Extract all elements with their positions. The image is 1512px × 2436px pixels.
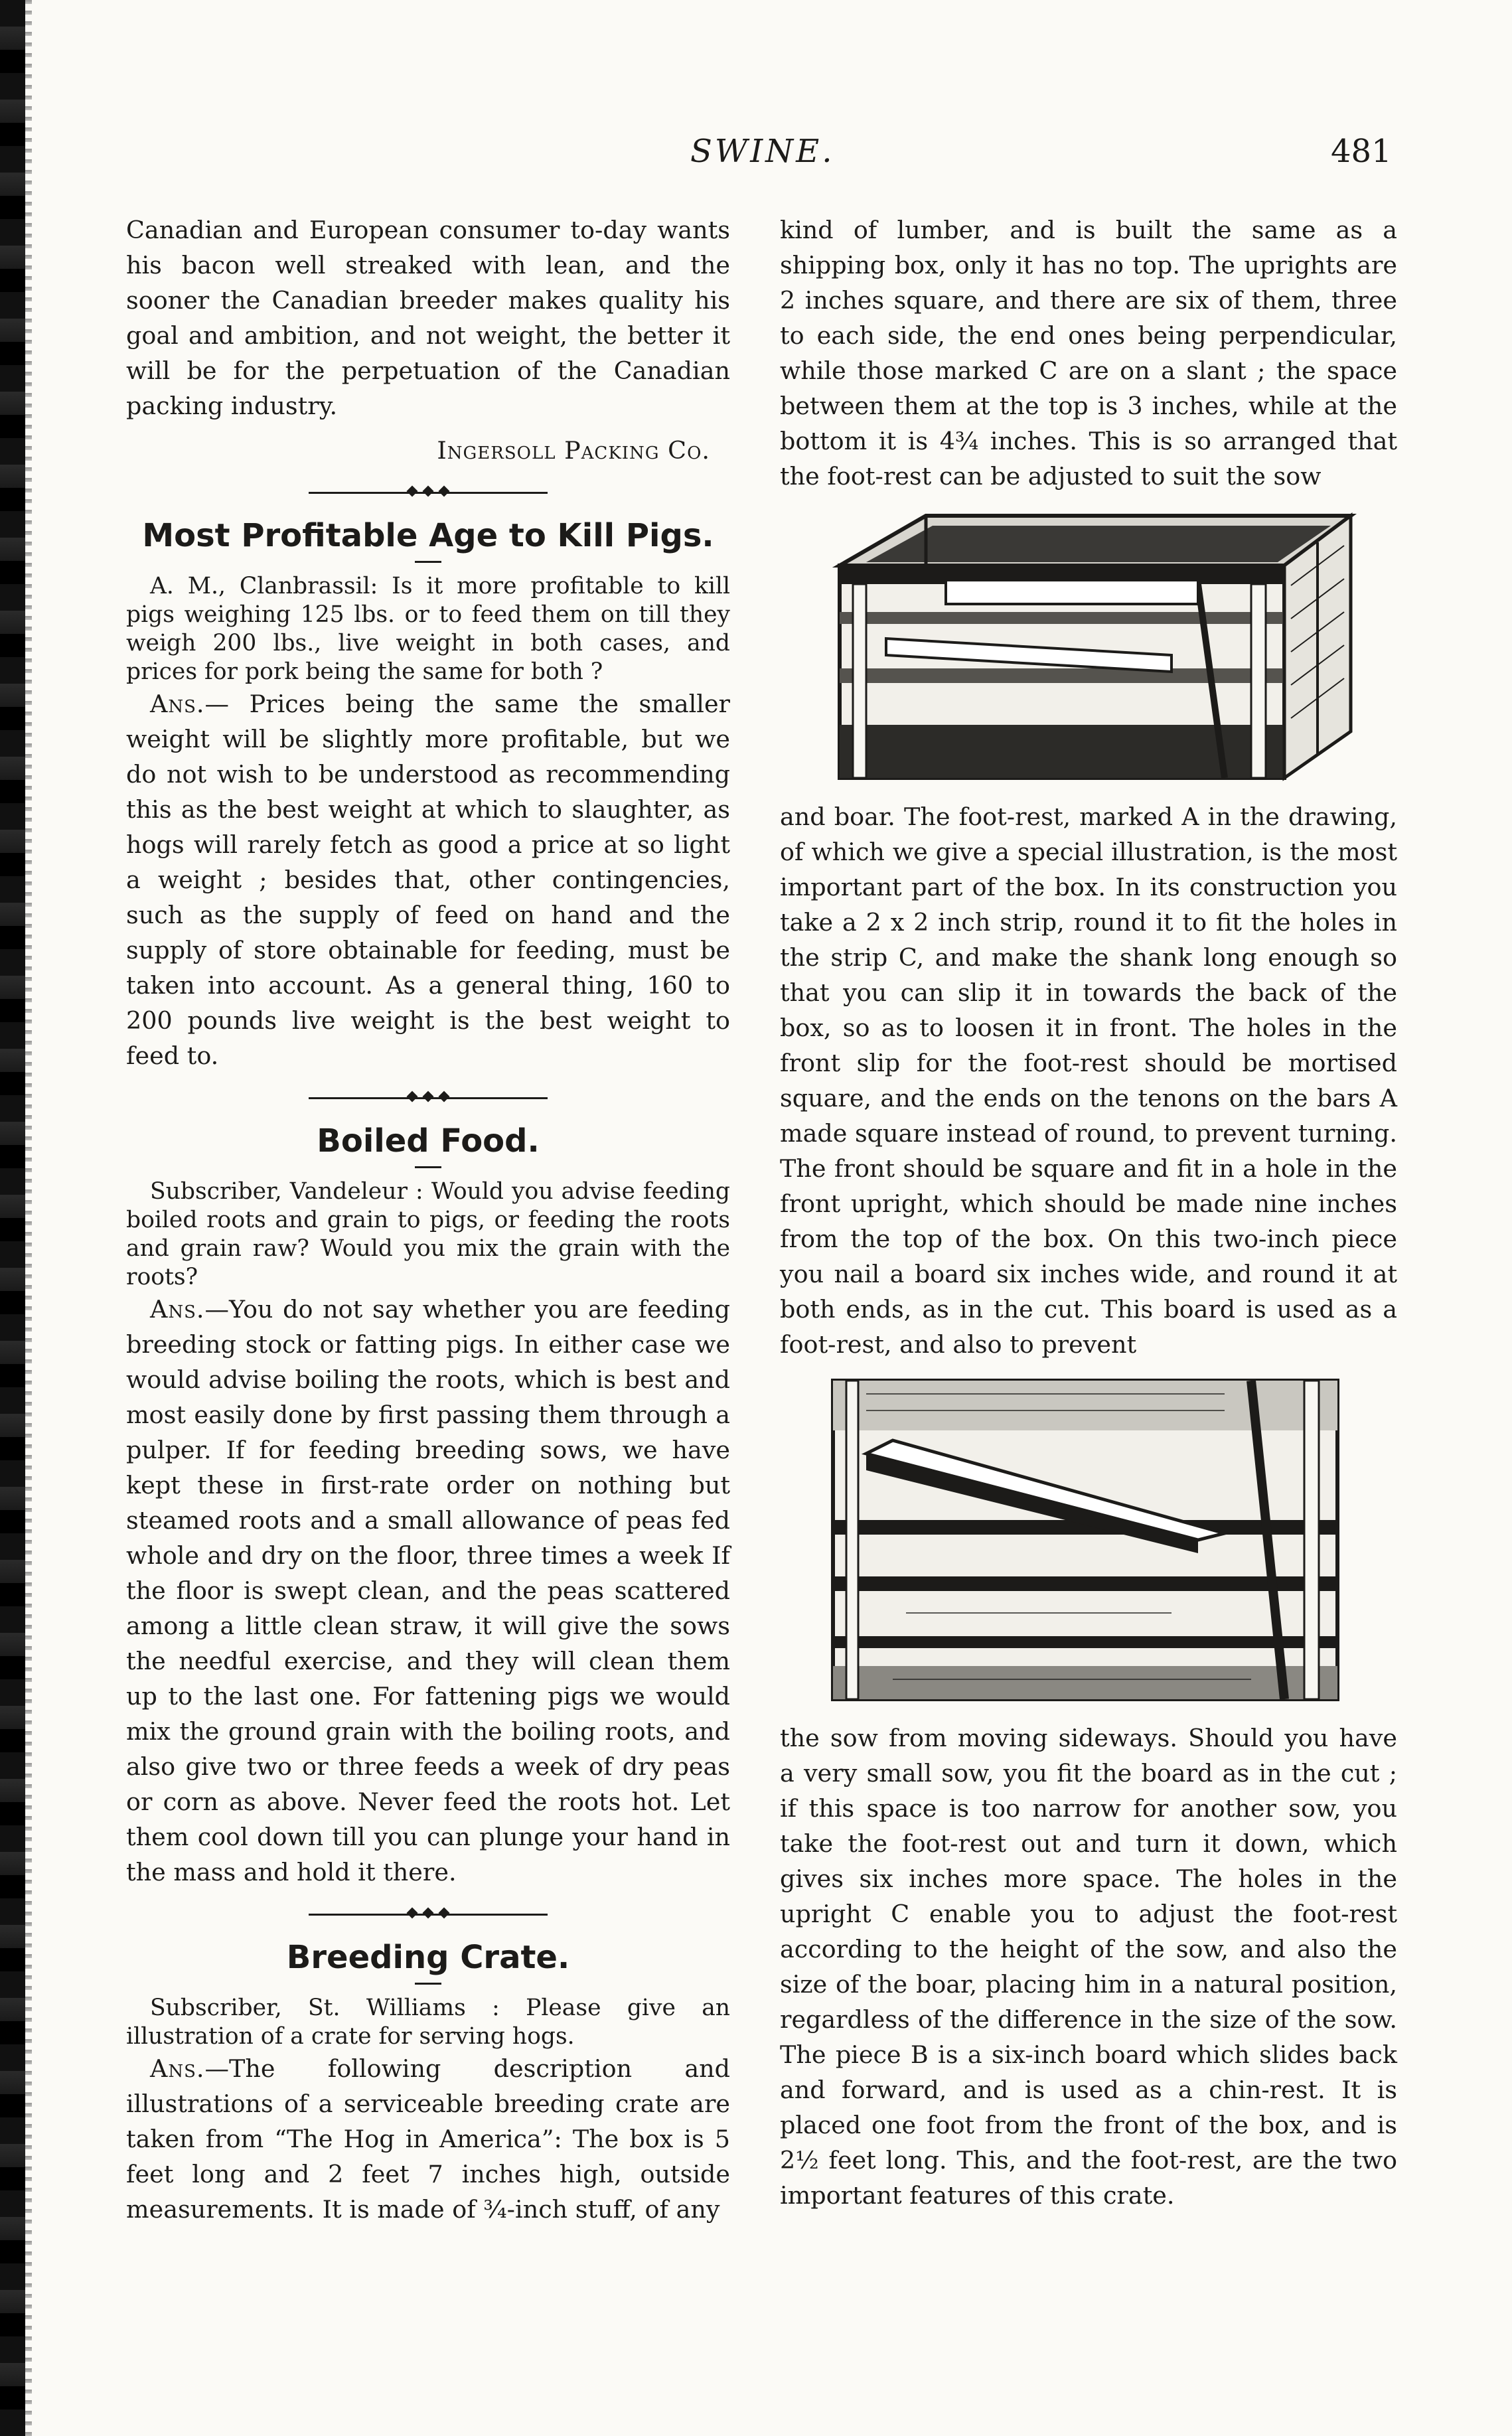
page-binding-shadow (25, 0, 32, 2436)
intro-signature: Ingersoll Packing Co. (437, 436, 710, 465)
title-dash (415, 561, 441, 563)
crate-description-paragraph: kind of lumber, and is built the same as a shipping box, only it has no top. The uprights are 2 inches square, and there are six of them, three to each side, the end ones being perpendicular, while those marked C are on a slant ; the space between them at the top is 3 inches, while at the bottom it is 4¾ inches. This is so arranged that the foot-rest can be adjusted to suit the sow (780, 216, 1397, 491)
section-divider (309, 483, 548, 502)
question-boiled-food (126, 1178, 730, 1292)
question-text: Would you advise feeding boiled roots and grain to pigs, or feeding the roots and grain raw? Would you mix the grain with the roots? (126, 1178, 731, 1290)
question-author: Subscriber, Vandeleur : (150, 1178, 423, 1205)
section-title-profitable-age: Most Profitable Age to Kill Pigs. (142, 517, 714, 554)
intro-paragraph: Canadian and European consumer to-day wants his bacon well streaked with lean, and the sooner the Canadian breeder makes quality his goal and ambition, and not weight, the better it will be for the perpetuation of the Canadian packing industry. (126, 216, 730, 420)
foot-rest-paragraph: and boar. The foot-rest, marked A in the drawing, of which we give a special illustration, is the most important part of the box. In its construction you take a 2 x 2 inch strip, round it to fit the holes in the strip C, and make the shank long enough so that you can slip it in towards the back of the box, so as to loosen it in front. The holes in the front slip for the foot-rest should be mortised square, and the ends on the tenons on the bars A made square instead of round, to prevent turning. The front should be square and fit in a hole in the front upright, which should be made nine inches from the top of the box. On this two-inch piece you nail a board six inches wide, and round it at both ends, as in the cut. This board is used as a foot-rest, and also to prevent (780, 802, 1397, 1359)
question-breeding-crate (126, 1994, 730, 2051)
section-divider (309, 1088, 548, 1108)
question-author: A. M., Clanbrassil: (150, 573, 378, 599)
question-text: Is it more profitable to kill pigs weighing 125 lbs. or to feed them on till they weigh 200 lbs., live weight in both cases, and prices for pork being the same for both ? (126, 573, 731, 685)
page-header (0, 133, 1512, 179)
left-column (126, 212, 730, 2227)
section-title-breeding-crate: Breeding Crate. (286, 1939, 570, 1976)
running-title: SWINE. (690, 133, 835, 170)
answer-text: —The following description and illustrations of a serviceable breeding crate are taken from “The Hog in America”: The box is 5 feet long and 2 feet 7 inches high, outside measurements. It is made of ¾-inch stuff, of any (126, 2054, 730, 2224)
answer-text: —You do not say whether you are feeding breeding stock or fatting pigs. In either case we would advise boiling the roots, which is best and most easily done by first passing them through a pulper. If for feeding breeding sows, we have kept these in first-rate order on nothing but steamed roots and a small allowance of peas fed whole and dry on the floor, three times a week If the floor is swept clean, and the peas scattered among a little clean straw, it will give the sows the needful exercise, and they will clean them up to the last one. For fattening pigs we would mix the ground grain with the boiling roots, and also give two or three feeds a week of dry peas or corn as above. Never feed the roots hot. Let them cool down till you can plunge your hand in the mass and hold it there. (126, 1295, 730, 1886)
answer-prefix: Ans. (150, 1295, 205, 1324)
title-dash (415, 1166, 441, 1168)
question-profitable-age (126, 572, 730, 686)
answer-boiled-food (126, 1292, 730, 1890)
foot-rest-illustration (826, 1374, 1397, 1706)
answer-profitable-age (126, 686, 730, 1073)
right-column (780, 212, 1397, 2213)
foot-rest-drawing (826, 1374, 1344, 1706)
crate-drawing (826, 506, 1357, 785)
crate-adjustment-paragraph: the sow from moving sideways. Should you have a very small sow, you fit the board as in the cut ; if this space is too narrow for another sow, you take the foot-rest out and turn it down, which gives six inches more space. The holes in the upright C enable you to adjust the foot-rest according to the height of the sow, and also the size of the boar, placing him in a natural position, regardless of the difference in the size of the sow. The piece B is a six-inch board which slides back and forward, and is used as a chin-rest. It is placed one foot from the front of the box, and is 2½ feet long. This, and the foot-rest, are the two important features of this crate. (780, 1724, 1397, 2210)
breeding-crate-illustration (826, 506, 1397, 785)
page-number: 481 (1331, 133, 1392, 170)
title-dash (415, 1983, 441, 1985)
section-divider (309, 1904, 548, 1924)
section-title-boiled-food: Boiled Food. (317, 1122, 540, 1160)
question-author: Subscriber, St. Williams : (150, 1995, 500, 2021)
answer-breeding-crate (126, 2051, 730, 2227)
answer-prefix: Ans. (150, 690, 205, 718)
page-binding-edge (0, 0, 25, 2436)
answer-text: — Prices being the same the smaller weight will be slightly more profitable, but we do not wish to be understood as recommending this as the best weight at which to slaughter, as hogs will rarely fetch as good a price at so light a weight ; besides that, other contingencies, such as the supply of feed on hand and the supply of store obtainable for feeding, must be taken into account. As a general thing, 160 to 200 pounds live weight is the best weight to feed to. (126, 690, 730, 1070)
answer-prefix: Ans. (150, 2054, 205, 2083)
question-text: Please give an illustration of a crate for serving hogs. (126, 1995, 731, 2050)
